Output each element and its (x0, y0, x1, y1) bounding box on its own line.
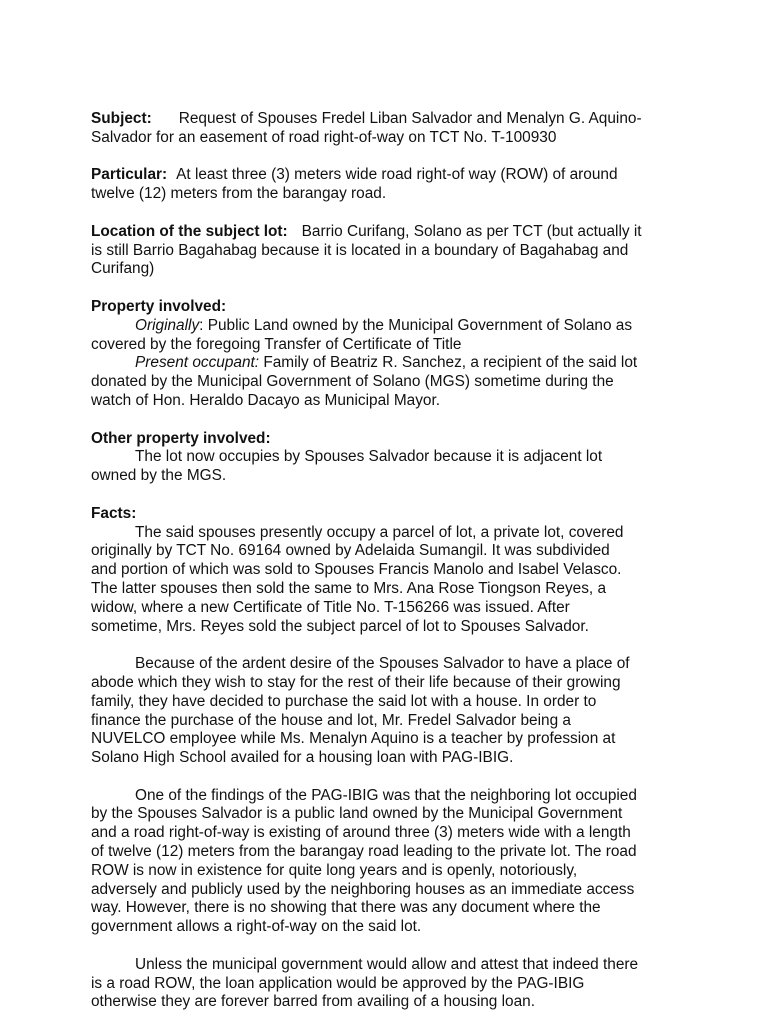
facts-p1-line: widow, where a new Certificate of Title No. T-156266 was issued. After (91, 598, 570, 616)
facts-p2-line: family, they have decided to purchase the said lot with a house. In order to (91, 692, 597, 710)
facts-p4-line: Unless the municipal government would allow and attest that indeed there (135, 955, 639, 973)
present-occupant-text-line-3: watch of Hon. Heraldo Dacayo as Municipal Mayor. (91, 391, 441, 409)
facts-paragraph-1 (91, 505, 691, 637)
other-property-text-line-1: The lot now occupies by Spouses Salvador because it is adjacent lot (135, 448, 603, 466)
facts-p4-line: is a road ROW, the loan application would be approved by the PAG-IBIG (91, 974, 585, 992)
present-occupant-label: Present occupant: (135, 354, 260, 372)
facts-p3-line: by the Spouses Salvador is a public land owned by the Municipal Government (91, 805, 623, 823)
facts-p1-line: and portion of which was sold to Spouses Francis Manolo and Isabel Velasco. (91, 561, 622, 579)
subject-text-line-2: Salvador for an easement of road right-of-way on TCT No. T-100930 (91, 128, 557, 146)
location-section (91, 223, 691, 279)
particular-label: Particular: (91, 166, 168, 184)
facts-p4-line: otherwise they are forever barred from availing of a housing loan. (91, 993, 536, 1011)
location-text-line-2: is still Barrio Bagahabag because it is located in a boundary of Bagahabag and (91, 241, 629, 259)
location-text-line-1: Barrio Curifang, Solano as per TCT (but actually it (301, 222, 642, 240)
other-property-text-line-2: owned by the MGS. (91, 467, 227, 485)
facts-label: Facts: (91, 504, 137, 522)
facts-p1-line: sometime, Mrs. Reyes sold the subject parcel of lot to Spouses Salvador. (91, 617, 589, 635)
subject-section (91, 110, 691, 148)
facts-paragraph-4 (91, 956, 691, 1012)
facts-paragraph-2 (91, 655, 691, 768)
facts-p1-line: originally by TCT No. 69164 owned by Adelaida Sumangil. It was subdivided (91, 542, 610, 560)
facts-p1-line: The latter spouses then sold the same to Mrs. Ana Rose Tiongson Reyes, a (91, 579, 607, 597)
subject-text-line-1: Request of Spouses Fredel Liban Salvador and Menalyn G. Aquino- (178, 110, 642, 127)
facts-p3-line: One of the findings of the PAG-IBIG was that the neighboring lot occupied (135, 786, 637, 804)
facts-p3-line: ROW is now in existence for quite long years and is openly, notoriously, (91, 861, 578, 879)
originally-text-line-1: : Public Land owned by the Municipal Government of Solano as (199, 316, 633, 334)
facts-p2-line: Because of the ardent desire of the Spouses Salvador to have a place of (135, 655, 630, 673)
document-page (91, 110, 691, 1031)
particular-section (91, 166, 691, 204)
other-property-label: Other property involved: (91, 429, 271, 447)
property-section (91, 298, 691, 411)
present-occupant-text-line-2: donated by the Municipal Government of Solano (MGS) sometime during the (91, 373, 614, 391)
facts-p1-line: The said spouses presently occupy a parcel of lot, a private lot, covered (135, 523, 624, 541)
particular-text-line-2: twelve (12) meters from the barangay road. (91, 185, 387, 203)
facts-p3-line: and a road right-of-way is existing of around three (3) meters wide with a length (91, 824, 631, 842)
originally-label: Originally (135, 316, 200, 334)
facts-p2-line: abode which they wish to stay for the rest of their life because of their growing (91, 673, 621, 691)
particular-text-line-1: At least three (3) meters wide road right-of way (ROW) of around (176, 166, 618, 184)
property-label: Property involved: (91, 297, 227, 315)
subject-label: Subject: (91, 110, 152, 127)
facts-p3-line: of twelve (12) meters from the barangay road leading to the private lot. The road (91, 843, 637, 861)
facts-p2-line: Solano High School availed for a housing loan with PAG-IBIG. (91, 749, 514, 767)
other-property-section (91, 430, 691, 486)
facts-p2-line: NUVELCO employee while Ms. Menalyn Aquino is a teacher by profession at (91, 730, 616, 748)
facts-p2-line: finance the purchase of the house and lot, Mr. Fredel Salvador being a (91, 711, 571, 729)
present-occupant-text-line-1: Family of Beatriz R. Sanchez, a recipient of the said lot (259, 354, 638, 372)
facts-p3-line: adversely and publicly used by the neighboring houses as an immediate access (91, 880, 635, 898)
facts-p3-line: way. However, there is no showing that there was any document where the (91, 899, 601, 917)
facts-paragraph-3 (91, 787, 691, 937)
location-text-line-3: Curifang) (91, 260, 155, 278)
facts-p3-line: government allows a right-of-way on the said lot. (91, 918, 422, 936)
originally-text-line-2: covered by the foregoing Transfer of Certificate of Title (91, 335, 462, 353)
location-label: Location of the subject lot: (91, 222, 288, 240)
